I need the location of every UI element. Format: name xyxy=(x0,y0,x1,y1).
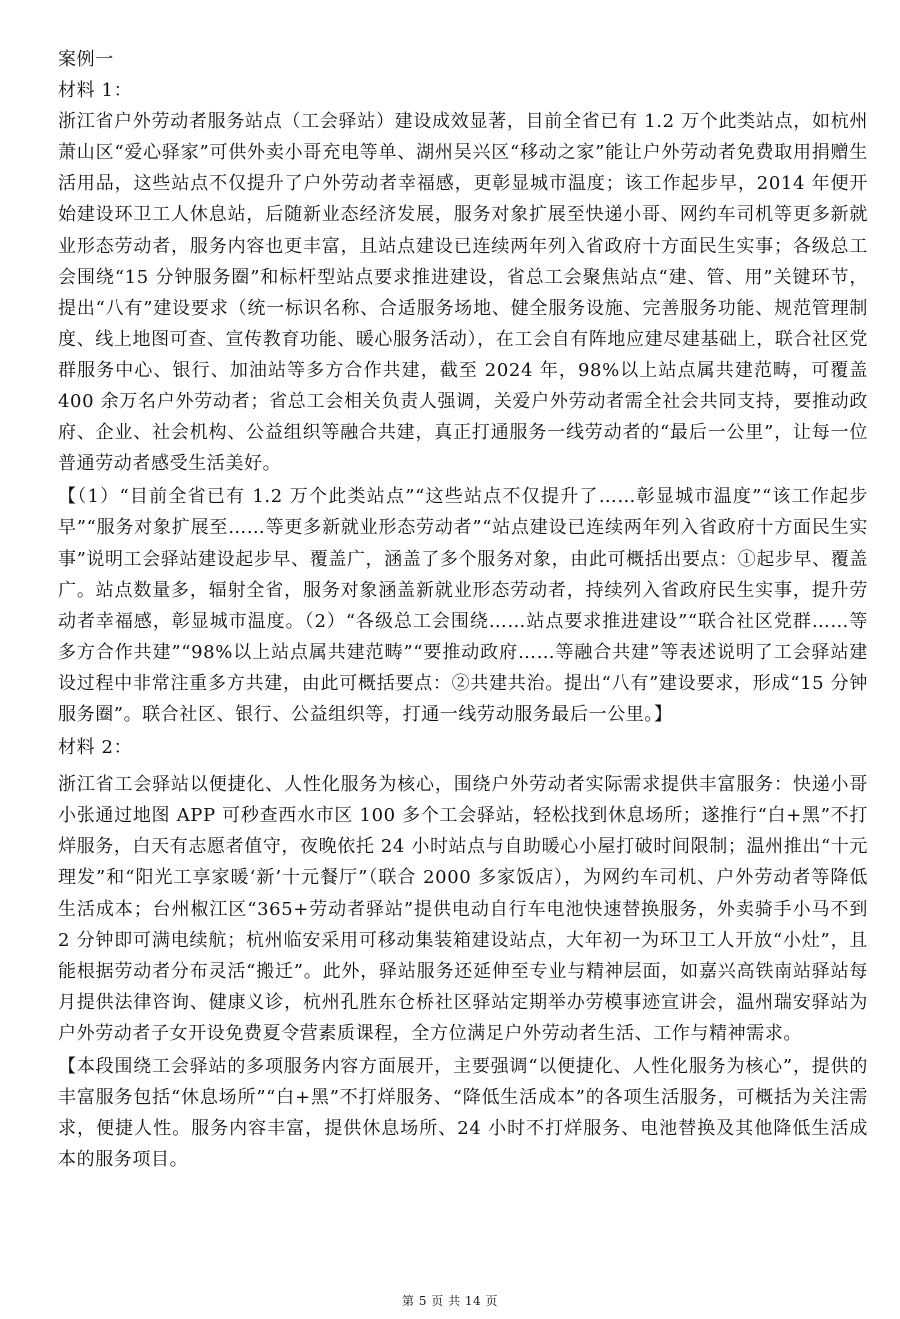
material-1-label: 材料 1： xyxy=(58,80,133,102)
material-1-analysis: 【（1）“目前全省已有 1.2 万个此类站点”“这些站点不仅提升了……彰显城市温度”“该工作起步早”“服务对象扩展至……等更多新就业形态劳动者”“站点建设已连续两年列入省政府十方面民生实事”说明工会驿站建设起步早、覆盖广，涵盖了多个服务对象，由此可概括出要点：①起步早、覆盖广。站点数量多，辐射全省，服务对象涵盖新就业形态劳动者，持续列入省政府民生实事，提升劳动者幸福感，彰显城市温度。（2）“各级总工会围绕……站点要求推进建设”“联合社区党群……等多方合作共建”“98%以上站点属共建范畴”“要推动政府……等融合共建”等表述说明了工会驿站建设过程中非常注重多方共建，由此可概括要点：②共建共治。提出“八有”建设要求，形成“15 分钟服务圈”。联合社区、银行、公益组织等，打通一线劳动服务最后一公里。】 xyxy=(58,486,868,725)
document-body xyxy=(58,44,868,1175)
material-2-label: 材料 2： xyxy=(58,737,133,759)
material-2-paragraph: 浙江省工会驿站以便捷化、人性化服务为核心，围绕户外劳动者实际需求提供丰富服务：快递小哥小张通过地图 APP 可秒查西水市区 100 多个工会驿站，轻松找到休息场所；遂推行“白+黑”不打烊服务，白天有志愿者值守，夜晚依托 24 小时站点与自助暖心小屋打破时间限制；温州推出“十元理发”和“阳光工享家暖‘新’十元餐厅”（联合 2000 多家饭店），为网约车司机、户外劳动者等降低生活成本；台州椒江区“365+劳动者驿站”提供电动自行车电池快速替换服务，外卖骑手小马不到 2 分钟即可满电续航；杭州临安采用可移动集装箱建设站点，大年初一为环卫工人开放“小灶”，且能根据劳动者分布灵活“搬迁”。此外，驿站服务还延伸至专业与精神层面，如嘉兴高铁南站驿站每月提供法律咨询、健康义诊，杭州孔胜东仓桥社区驿站定期举办劳模事迹宣讲会，温州瑞安驿站为户外劳动者子女开设免费夏令营素质课程，全方位满足户外劳动者生活、工作与精神需求。 xyxy=(58,774,868,1044)
case-title: 案例一 xyxy=(58,49,114,70)
material-2-analysis: 【本段围绕工会驿站的多项服务内容方面展开，主要强调“以便捷化、人性化服务为核心”，提供的丰富服务包括“休息场所”“白+黑”不打烊服务、“降低生活成本”的各项生活服务，可概括为关注需求，便捷人性。服务内容丰富，提供休息场所、24 小时不打烊服务、电池替换及其他降低生活成本的服务项目。 xyxy=(58,1056,868,1171)
page-number-footer: 第 5 页 共 14 页 xyxy=(402,1294,498,1308)
material-1-paragraph: 浙江省户外劳动者服务站点（工会驿站）建设成效显著，目前全省已有 1.2 万个此类站点，如杭州萧山区“爱心驿家”可供外卖小哥充电等单、湖州吴兴区“移动之家”能让户外劳动者免费取用捐赠生活用品，这些站点不仅提升了户外劳动者幸福感，更彰显城市温度；该工作起步早，2014 年便开始建设环卫工人休息站，后随新业态经济发展，服务对象扩展至快递小哥、网约车司机等更多新就业形态劳动者，服务内容也更丰富，且站点建设已连续两年列入省政府十方面民生实事；各级总工会围绕“15 分钟服务圈”和标杆型站点要求推进建设，省总工会聚焦站点“建、管、用”关键环节，提出“八有”建设要求（统一标识名称、合适服务场地、健全服务设施、完善服务功能、规范管理制度、线上地图可查、宣传教育功能、暖心服务活动），在工会自有阵地应建尽建基础上，联合社区党群服务中心、银行、加油站等多方合作共建，截至 2024 年，98%以上站点属共建范畴，可覆盖 400 余万名户外劳动者；省总工会相关负责人强调，关爱户外劳动者需全社会共同支持，要推动政府、企业、社会机构、公益组织等融合共建，真正打通服务一线劳动者的“最后一公里”，让每一位普通劳动者感受生活美好。 xyxy=(58,111,868,475)
